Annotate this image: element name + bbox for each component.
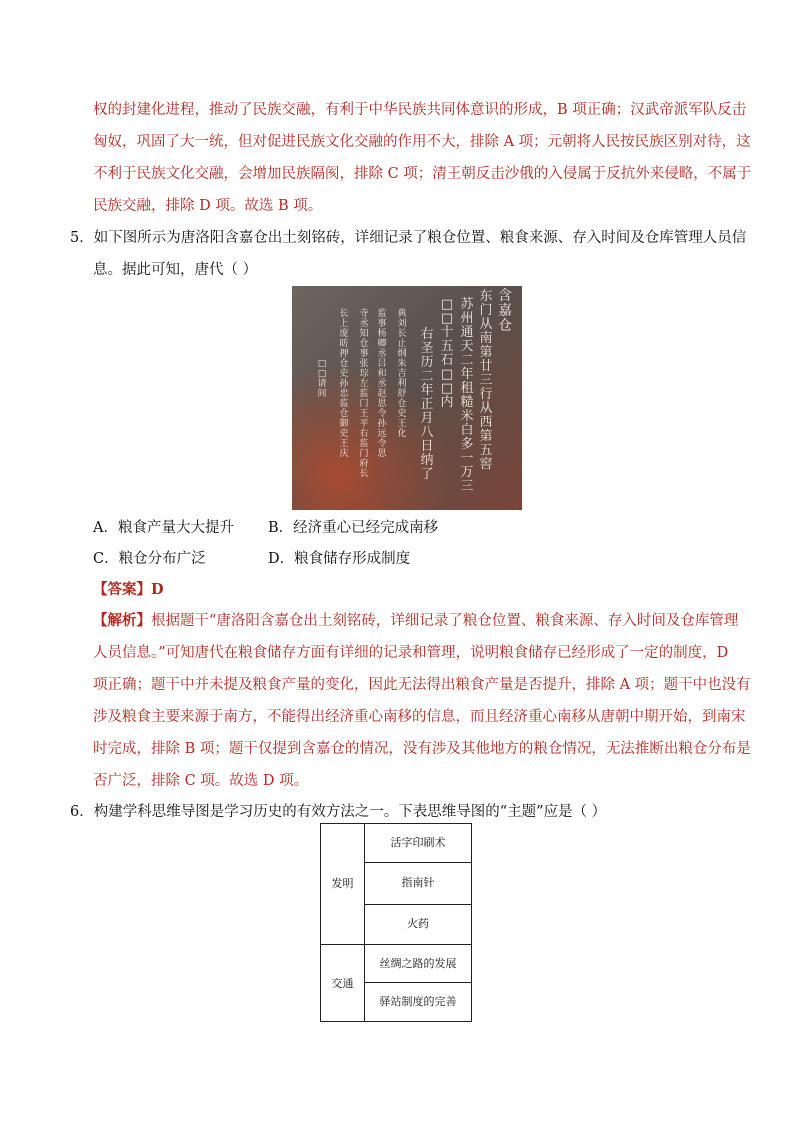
question-5-stem: 息。据此可知，唐代（ ） <box>93 262 258 278</box>
prev-analysis-line: 民族交融，排除 D 项。故选 B 项。 <box>93 198 323 214</box>
mind-map-item: 驿站制度的完善 <box>379 995 457 1008</box>
inscription-column: 苏州通天二年租糙米白多一万三 <box>460 297 474 494</box>
inscribed-brick-image <box>292 286 522 510</box>
inscription-column: □ □请间 <box>317 359 327 399</box>
inscription-column: 含嘉仓 <box>498 288 512 334</box>
prev-analysis-line: 不利于民族文化交融，会增加民族隔阂，排除 C 项；清王朝反击沙俄的入侵属于反抗外来侵略，不属于 <box>93 166 752 182</box>
mind-map-table <box>320 823 472 1022</box>
inscription-column: 监事杨卿丞吕和丞赵思令孙远令思 <box>377 309 387 459</box>
prev-analysis-line: 权的封建化进程，推动了民族交融，有利于中华民族共同体意识的形成，B 项正确；汉武帝派军队反击 <box>93 102 747 118</box>
question-5-stem: 5．如下图所示为唐洛阳含嘉仓出土刻铭砖，详细记录了粮仓位置、粮食来源、存入时间及仓库管理人员信 <box>70 230 747 246</box>
inscription-column: 长上庞昉押仓史孙忠监仓御史王庆 <box>339 309 349 459</box>
answer: 【答案】D <box>93 581 164 598</box>
option-a: A．粮食产量大大提升 <box>93 520 234 536</box>
mind-map-item: 活字印刷术 <box>390 836 446 849</box>
prev-analysis-line: 匈奴，巩固了大一统，但对促进民族文化交融的作用不大，排除 A 项；元朝将人民按民族区别对待，这 <box>93 134 751 150</box>
analysis-line: 时完成，排除 B 项；题干仅提到含嘉仓的情况，没有涉及其他地方的粮仓情况，无法推断出粮仓分布是 <box>93 741 751 757</box>
inscription-column: □ □十五石□ □内 <box>440 297 454 410</box>
analysis-line <box>93 611 739 631</box>
option-d: D．粮食储存形成制度 <box>268 551 411 567</box>
mind-map-item: 指南针 <box>401 876 435 889</box>
mind-map-item: 丝绸之路的发展 <box>365 944 471 982</box>
option-b: B．经济重心已经完成南移 <box>268 520 439 536</box>
inscription-column: 典刘长止纲朱吉利舒仓史王化 <box>397 309 407 439</box>
analysis-text: 根据题干“唐洛阳含嘉仓出土刻铭砖，详细记录了粮仓位置、粮食来源、存入时间及仓库管理 <box>151 613 739 629</box>
analysis-line: 否广泛，排除 C 项。故选 D 项。 <box>93 773 309 789</box>
option-c: C．粮仓分布广泛 <box>93 551 206 567</box>
analysis-label: 【解析】 <box>93 612 151 629</box>
mind-map-item: 火药 <box>407 917 429 930</box>
question-6-stem: 6．构建学科思维导图是学习历史的有效方法之一。下表思维导图的“主题”应是（ ） <box>70 804 607 820</box>
inscription-column: 右圣历二年正月八日纳了 <box>420 327 434 482</box>
analysis-line: 人员信息。”可知唐代在粮食储存方面有详细的记录和管理，说明粮食储存已经形成了一定的制度，D <box>93 645 729 661</box>
inscription-column: 寺丞知仓事张琮左监门王平右监门府长 <box>359 309 369 479</box>
mind-map-category: 发明 <box>321 824 365 944</box>
analysis-line: 涉及粮食主要来源于南方，不能得出经济重心南移的信息，而且经济重心南移从唐朝中期开始，到南宋 <box>93 709 746 725</box>
analysis-line: 项正确；题干中并未提及粮食产量的变化，因此无法得出粮食产量是否提升，排除 A 项；题干中也没有 <box>93 677 751 693</box>
mind-map-category: 交通 <box>321 944 365 1022</box>
inscription-column: 东门从南第廿三行从西第五窖 <box>479 289 493 472</box>
